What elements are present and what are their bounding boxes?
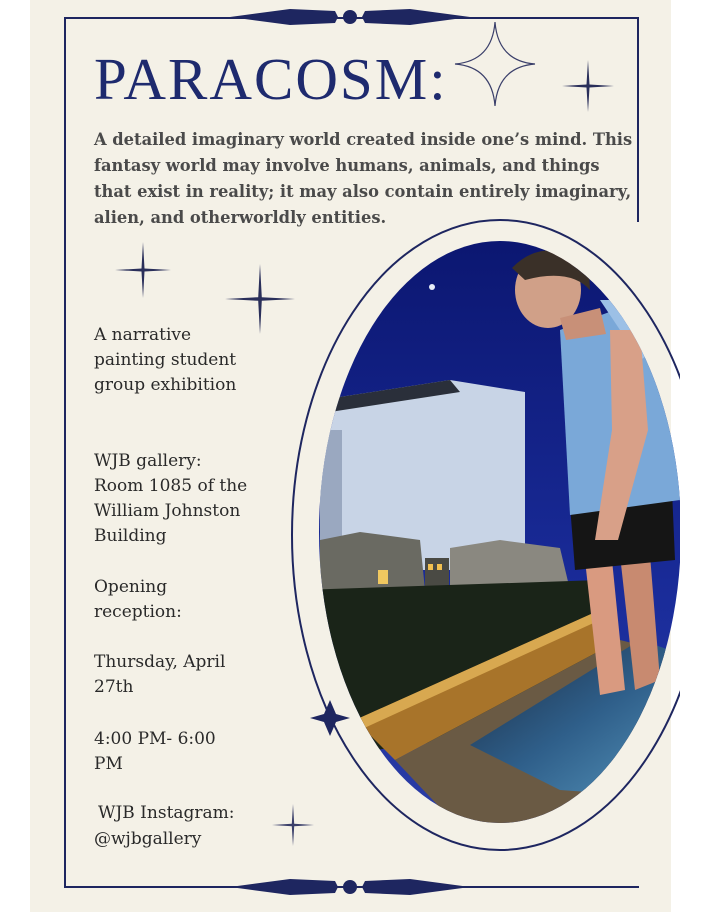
reception-label: Opening reception: [94, 577, 182, 622]
page-title: PARACOSM: [94, 46, 448, 112]
sparkle-large-icon [452, 20, 538, 108]
painting-oval [260, 215, 680, 855]
instagram-handle[interactable]: @wjbgallery [94, 829, 202, 849]
exhibition-description: A narrative painting student group exhibition [94, 325, 237, 395]
frame-left-line [64, 17, 66, 888]
bottom-ornament [230, 875, 470, 901]
instagram-label: WJB Instagram: [98, 803, 235, 823]
sparkle-small-icon [560, 58, 616, 114]
definition-text: A detailed imaginary world created inside one’s mind. This fantasy world may involve humans, animals, and things that exist in reality; it may also contain entirely imaginary, alien, and otherworldly entities. [94, 130, 633, 227]
location-text: WJB gallery: Room 1085 of the William Johnston Building [94, 451, 248, 546]
frame-right-line [637, 17, 639, 222]
time-text: 4:00 PM- 6:00 PM [94, 729, 216, 774]
top-ornament [230, 5, 470, 31]
sparkle-left-icon [113, 240, 173, 300]
date-text: Thursday, April 27th [94, 652, 226, 697]
